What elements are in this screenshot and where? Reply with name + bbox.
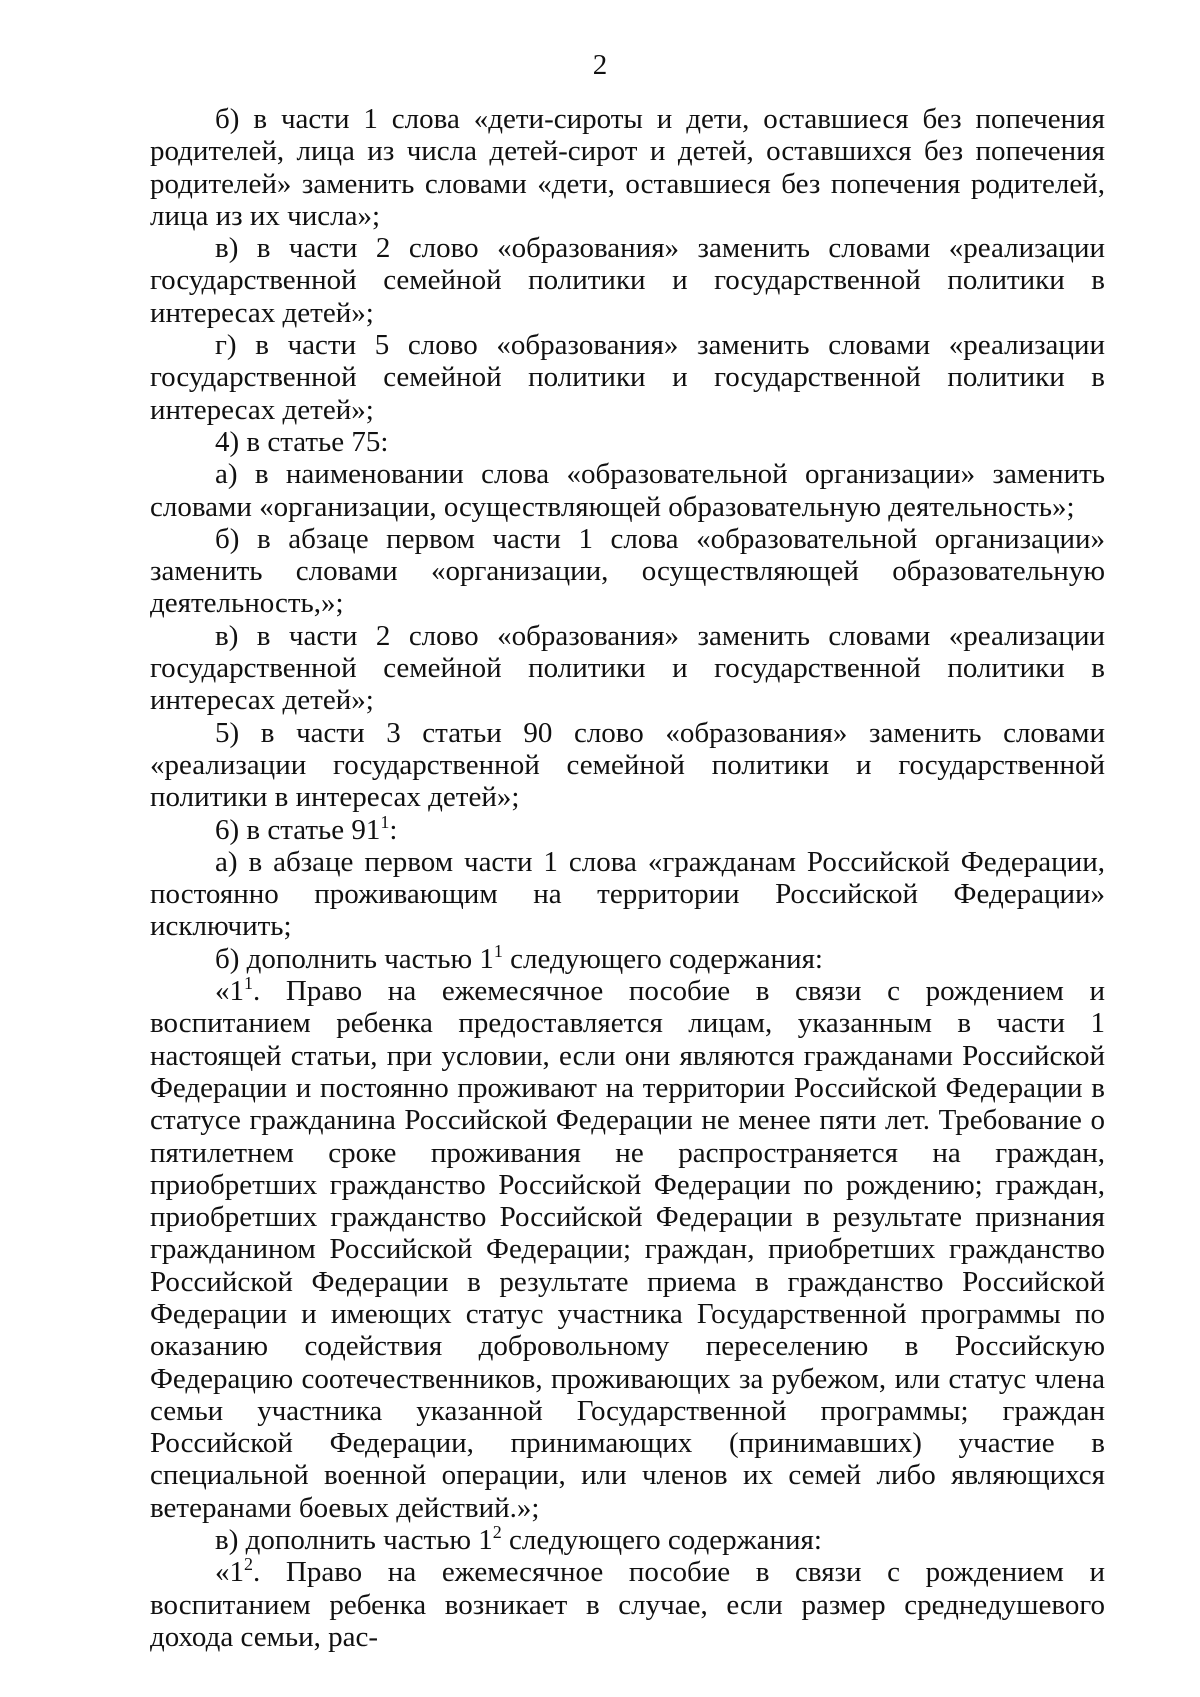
paragraph xyxy=(150,1524,1105,1556)
paragraph xyxy=(150,1556,1105,1653)
superscript-index: 1 xyxy=(380,811,390,832)
paragraph: а) в наименовании слова «образовательной организации» заменить словами «организации, осуществляющей образовательную деятельность»; xyxy=(150,458,1105,523)
paragraph xyxy=(150,940,1105,975)
paragraph xyxy=(150,975,1105,1524)
superscript-index: 1 xyxy=(493,940,503,961)
paragraph-text: 6) в статье 91 xyxy=(215,813,381,846)
paragraph: б) в части 1 слова «дети-сироты и дети, оставшиеся без попечения родителей, лица из числа детей-сирот и детей, оставшихся без попечения родителей» заменить словами «дети, оставшиеся без попечения родителей, лица из их числа»; xyxy=(150,103,1105,232)
superscript-index: 2 xyxy=(244,1554,253,1575)
paragraph-text: : xyxy=(389,813,398,846)
paragraph-text: в) дополнить частью 1 xyxy=(215,1524,493,1557)
paragraph: б) в абзаце первом части 1 слова «образовательной организации» заменить словами «организации, осуществляющей образовательную деятельность,»; xyxy=(150,522,1105,620)
page-number: 2 xyxy=(592,49,608,81)
superscript-index: 1 xyxy=(244,973,253,994)
paragraph-text: б) дополнить частью 1 xyxy=(215,942,494,975)
superscript-index: 2 xyxy=(492,1522,502,1543)
paragraph-text: следующего содержания: xyxy=(502,942,823,975)
paragraph xyxy=(150,811,1105,846)
paragraph-text: «1 xyxy=(215,975,244,1008)
paragraph: 4) в статье 75: xyxy=(215,425,389,458)
paragraph: 5) в части 3 статьи 90 слово «образования» заменить словами «реализации государственной семейной политики и государственной политики в интересах детей»; xyxy=(150,716,1105,814)
document-body xyxy=(150,103,1105,1653)
paragraph-text: . Право на ежемесячное пособие в связи с рождением и воспитанием ребенка предоставляется лицам, указанным в части 1 настоящей статьи, при условии, если они являются гражданами Российской Федерации и постоянно проживают на территории Российской Федерации в статусе гражданина Российской Федерации не менее пяти лет. Требование о пятилетнем сроке проживания не распространяется на граждан, приобретших гражданство Российской Федерации по рождению; граждан, приобретших гражданство Российской Федерации в результате признания гражданином Российской Федерации; граждан, приобретших гражданство Российской Федерации в результате приема в гражданство Российской Федерации и имеющих статус участника Государственной программы по оказанию содействия добровольному переселению в Российскую Федерацию соотечественников, проживающих за рубежом, или статус члена семьи участника указанной Государственной программы; граждан Российской Федерации, принимающих (принимавших) участие в специальной военной операции, или членов их семей либо являющихся ветеранами боевых действий.»; xyxy=(150,975,1105,1524)
paragraph: г) в части 5 слово «образования» заменить словами «реализации государственной семейной политики и государственной политики в интересах детей»; xyxy=(150,329,1105,426)
paragraph-text: . Право на ежемесячное пособие в связи с рождением и воспитанием ребенка возникает в случае, если размер среднедушевого дохода семьи, рас- xyxy=(150,1556,1105,1653)
paragraph-text: «1 xyxy=(215,1556,244,1589)
paragraph: в) в части 2 слово «образования» заменить словами «реализации государственной семейной политики и государственной политики в интересах детей»; xyxy=(150,619,1105,717)
paragraph: а) в абзаце первом части 1 слова «гражданам Российской Федерации, постоянно проживающим на территории Российской Федерации» исключить; xyxy=(150,845,1105,943)
paragraph-text: следующего содержания: xyxy=(501,1524,822,1557)
paragraph: в) в части 2 слово «образования» заменить словами «реализации государственной семейной политики и государственной политики в интересах детей»; xyxy=(150,232,1105,329)
